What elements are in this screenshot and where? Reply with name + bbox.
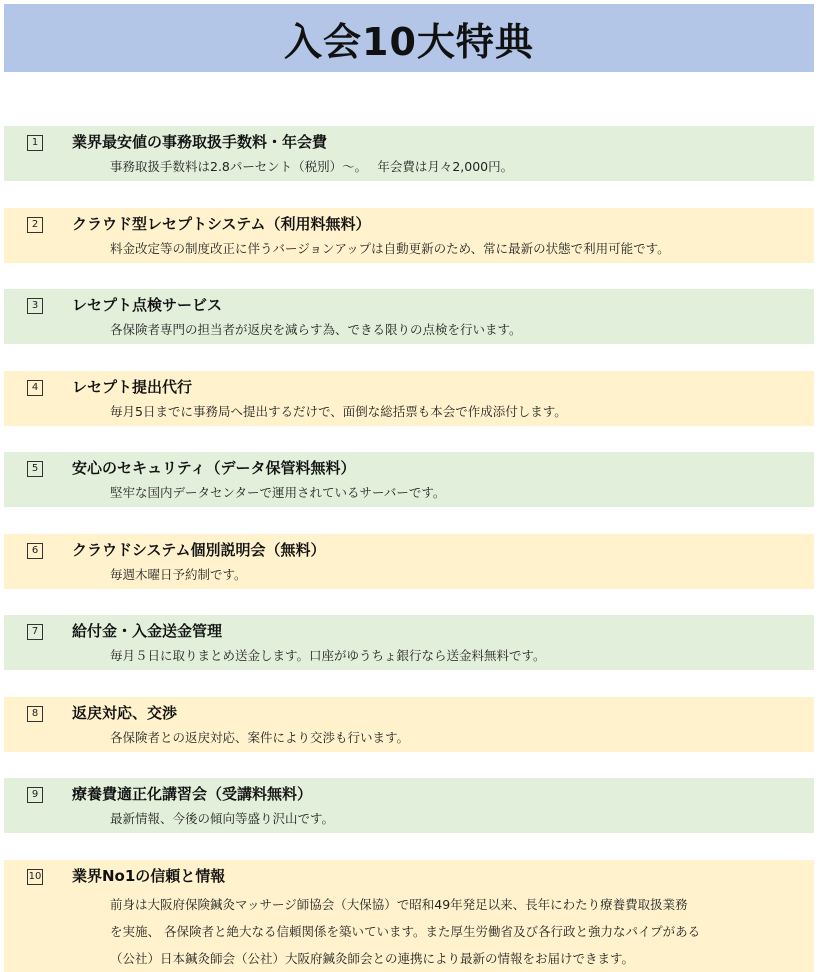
- number-badge: 8: [27, 706, 43, 722]
- benefit-description: 各保険者専門の担当者が返戻を減らす為、できる限りの点検を行います。: [110, 322, 522, 337]
- benefit-list: [4, 126, 814, 972]
- benefit-item-2: [4, 208, 814, 263]
- benefit-title: クラウドシステム個別説明会（無料）: [72, 540, 326, 559]
- benefit-item-3: [4, 289, 814, 344]
- benefit-item-8: [4, 697, 814, 752]
- benefit-description-line: （公社）日本鍼灸師会（公社）大阪府鍼灸師会との連携により最新の情報をお届けできます。: [110, 950, 635, 966]
- page-title: 入会10大特典: [284, 19, 534, 64]
- benefit-description: 毎週木曜日予約制です。: [110, 566, 247, 582]
- number-badge: 5: [27, 461, 43, 477]
- benefit-title: クラウド型レセプトシステム（利用料無料）: [72, 214, 371, 233]
- benefit-item-10: [4, 860, 814, 972]
- number-badge: 3: [27, 298, 43, 314]
- benefit-description: 最新情報、今後の傾向等盛り沢山です。: [110, 811, 335, 826]
- number-badge: 7: [27, 624, 43, 640]
- benefit-description: 事務取扱手数料は2.8パーセント（税別）～。 年会費は月々2,000円。: [110, 159, 514, 174]
- benefit-item-4: [4, 371, 814, 426]
- number-badge: 9: [27, 787, 43, 803]
- benefit-title: 返戻対応、交渉: [72, 703, 178, 722]
- benefit-item-9: [4, 778, 814, 833]
- benefit-description-line: 前身は大阪府保険鍼灸マッサージ師協会（大保協）で昭和49年発足以来、長年にわたり療養費取扱業務: [110, 896, 688, 912]
- benefit-description: 毎月５日に取りまとめ送金します。口座がゆうちょ銀行なら送金料無料です。: [110, 648, 546, 663]
- benefit-description: [110, 891, 700, 972]
- benefit-item-7: [4, 615, 814, 670]
- benefit-title: レセプト提出代行: [72, 377, 193, 396]
- number-badge: 10: [27, 869, 43, 885]
- benefit-title: 給付金・入金送金管理: [72, 622, 223, 640]
- benefit-title: 業界No1の信頼と情報: [72, 866, 226, 885]
- benefit-item-6: [4, 534, 814, 589]
- benefit-description: 堅牢な国内データセンターで運用されているサーバーです。: [110, 485, 446, 500]
- benefit-description: 毎月5日までに事務局へ提出するだけで、面倒な総括票も本会で作成添付します。: [110, 403, 567, 419]
- benefit-description: 各保険者との返戻対応、案件により交渉も行います。: [110, 729, 410, 745]
- number-badge: 6: [27, 543, 43, 559]
- benefit-description: 料金改定等の制度改正に伴うバージョンアップは自動更新のため、常に最新の状態で利用可能です。: [110, 240, 670, 256]
- benefit-title: レセプト点検サービス: [72, 296, 223, 314]
- number-badge: 1: [27, 135, 43, 151]
- number-badge: 4: [27, 380, 43, 396]
- benefit-title: 安心のセキュリティ（データ保管料無料）: [72, 459, 356, 477]
- benefit-item-1: [4, 126, 814, 181]
- benefit-description-line: を実施、 各保険者と絶大なる信頼関係を築いています。また厚生労働省及び各行政と強力なパイプがある: [110, 923, 701, 939]
- benefit-item-5: [4, 452, 814, 507]
- page-header: [4, 4, 814, 72]
- number-badge: 2: [27, 217, 43, 233]
- benefit-title: 業界最安値の事務取扱手数料・年会費: [72, 133, 328, 151]
- benefit-title: 療養費適正化講習会（受講料無料）: [72, 785, 313, 803]
